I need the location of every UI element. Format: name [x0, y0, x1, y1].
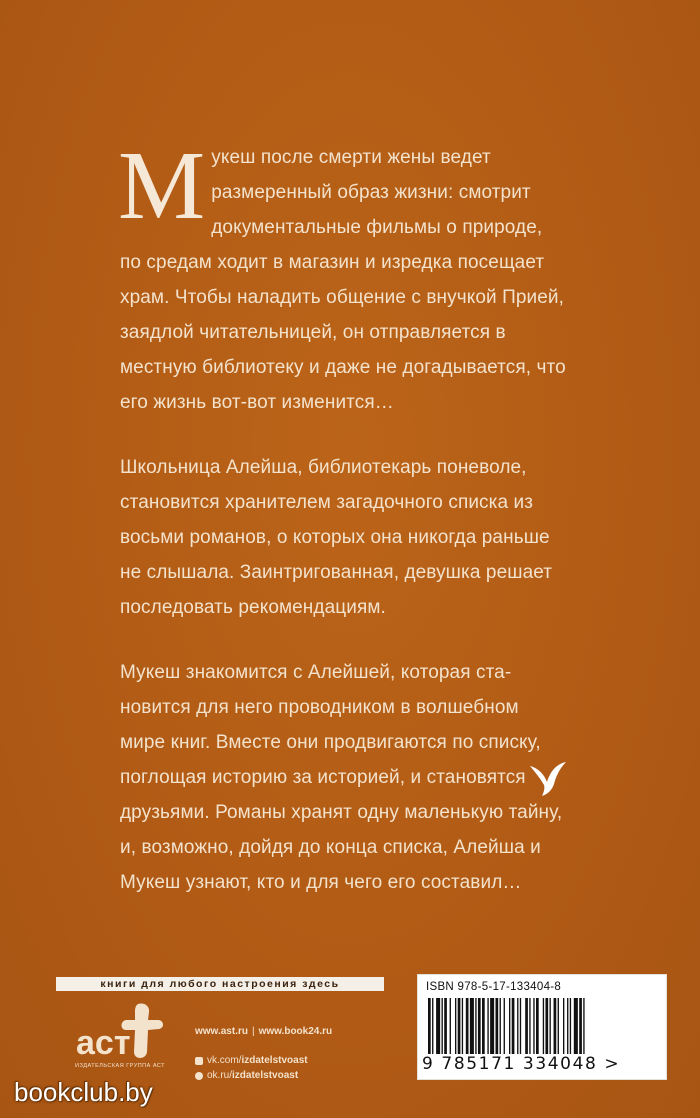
barcode-bar: [475, 998, 476, 1054]
barcode-bar: [563, 998, 564, 1054]
social-row-ok[interactable]: [195, 1068, 405, 1083]
barcode-bar: [478, 998, 481, 1054]
social-handle: izdatelstvoast: [232, 1070, 299, 1081]
blurb-line: становится хранителем загадочного списка из: [120, 492, 534, 513]
blurb-line: поглощая историю за историей, и становятся: [120, 767, 526, 788]
blurb-line: друзьями. Романы хранят одну маленькую тайну,: [120, 802, 563, 823]
barcode-bar: [520, 998, 521, 1054]
barcode-bar: [462, 998, 463, 1054]
publisher-caption: ИЗДАТЕЛЬСКАЯ ГРУППА АСТ: [74, 1063, 166, 1069]
barcode-bar: [545, 998, 548, 1054]
barcode-bar: [554, 998, 557, 1054]
vk-icon: [195, 1057, 203, 1065]
blurb-line: и, возможно, дойдя до конца списка, Алейша и: [120, 837, 541, 858]
barcode-bar: [436, 998, 440, 1054]
slogan-bar: книги для любого настроения здесь: [56, 977, 384, 991]
barcode-bar: [525, 998, 528, 1054]
website-link[interactable]: www.ast.ru: [195, 1026, 248, 1037]
blurb-line: укеш после смерти жены ведет: [211, 147, 491, 168]
ok-icon: [195, 1072, 203, 1080]
barcode-bar: [529, 998, 530, 1054]
ean-digits: 9 785171 334048 >: [422, 1054, 621, 1074]
barcode-bar: [500, 998, 501, 1054]
barcode-bar: [550, 998, 551, 1054]
barcode-bar: [470, 998, 474, 1054]
barcode-bar: [442, 998, 443, 1054]
barcode-bar: [543, 998, 544, 1054]
blurb-line: заядлой читательницей, он отправляется в: [120, 322, 506, 343]
barcode-bar: [458, 998, 461, 1054]
barcode-bar: [533, 998, 534, 1054]
blurb-line: по средам ходит в магазин и изредка посещает: [120, 252, 545, 273]
drop-cap: М: [118, 132, 206, 240]
barcode-bar: [504, 998, 505, 1054]
barcode-bar: [583, 998, 584, 1054]
social-row-vk[interactable]: [195, 1053, 405, 1068]
barcode-bar: [509, 998, 510, 1054]
blurb-line: его жизнь вот-вот изменится…: [120, 392, 394, 413]
social-handle: izdatelstvoast: [241, 1055, 308, 1066]
blurb-line: документальные фильмы о природе,: [211, 217, 543, 238]
barcode-bar: [496, 998, 499, 1054]
barcode-bar: [512, 998, 515, 1054]
barcode-bar: [482, 998, 485, 1054]
link-separator: |: [251, 1026, 255, 1037]
barcode-bar: [466, 998, 469, 1054]
website-link[interactable]: www.book24.ru: [258, 1026, 333, 1037]
dove-icon: [528, 758, 568, 798]
barcode-bar: [536, 998, 539, 1054]
blurb-line: восьми романов, о которых она никогда раньше: [120, 527, 550, 548]
blurb-paragraph-2: [120, 450, 600, 625]
blurb-line: Мукеш узнают, кто и для чего его составил…: [120, 872, 522, 893]
blurb-line: Школьница Алейша, библиотекарь поневоле,: [120, 457, 527, 478]
barcode-bar: [570, 998, 571, 1054]
barcode-bar: [487, 998, 488, 1054]
blurb-line: храм. Чтобы наладить общение с внучкой Прией,: [120, 287, 565, 308]
publisher-links: [195, 1024, 405, 1083]
barcode-bar: [432, 998, 433, 1054]
barcode-bar: [455, 998, 456, 1054]
blurb-line: последовать рекомендациям.: [120, 597, 386, 618]
blurb-line: не слышала. Заинтригованная, девушка решает: [120, 562, 553, 583]
social-prefix: vk.com/: [207, 1055, 242, 1066]
website-row: [195, 1024, 405, 1039]
barcode-bar: [444, 998, 447, 1054]
blurb-line: Мукеш знакомится с Алейшей, которая ста-: [120, 662, 512, 683]
barcode-bar: [579, 998, 582, 1054]
social-prefix: ok.ru/: [207, 1070, 233, 1081]
isbn-text: ISBN 978-5-17-133404-8: [426, 981, 562, 993]
blurb-paragraph-1: [118, 132, 600, 420]
barcode-bar: [517, 998, 518, 1054]
blurb-line: размеренный образ жизни: смотрит: [211, 182, 531, 203]
blurb-line: новится для него проводником в волшебном: [120, 697, 519, 718]
barcode-bar: [558, 998, 559, 1054]
publisher-logo-text: аст: [76, 1024, 131, 1062]
barcode-icon: [426, 998, 654, 1054]
barcode-bar: [450, 998, 451, 1054]
barcode-bar: [428, 998, 431, 1054]
barcode-bar: [567, 998, 568, 1054]
watermark: bookclub.by: [14, 1077, 153, 1107]
barcode-bar: [490, 998, 494, 1054]
blurb-line: местную библиотеку и даже не догадывается, что: [120, 357, 566, 378]
blurb-line: мире книг. Вместе они продвигаются по списку,: [120, 732, 541, 753]
blurb-text: [118, 132, 600, 930]
barcode-bar: [574, 998, 578, 1054]
